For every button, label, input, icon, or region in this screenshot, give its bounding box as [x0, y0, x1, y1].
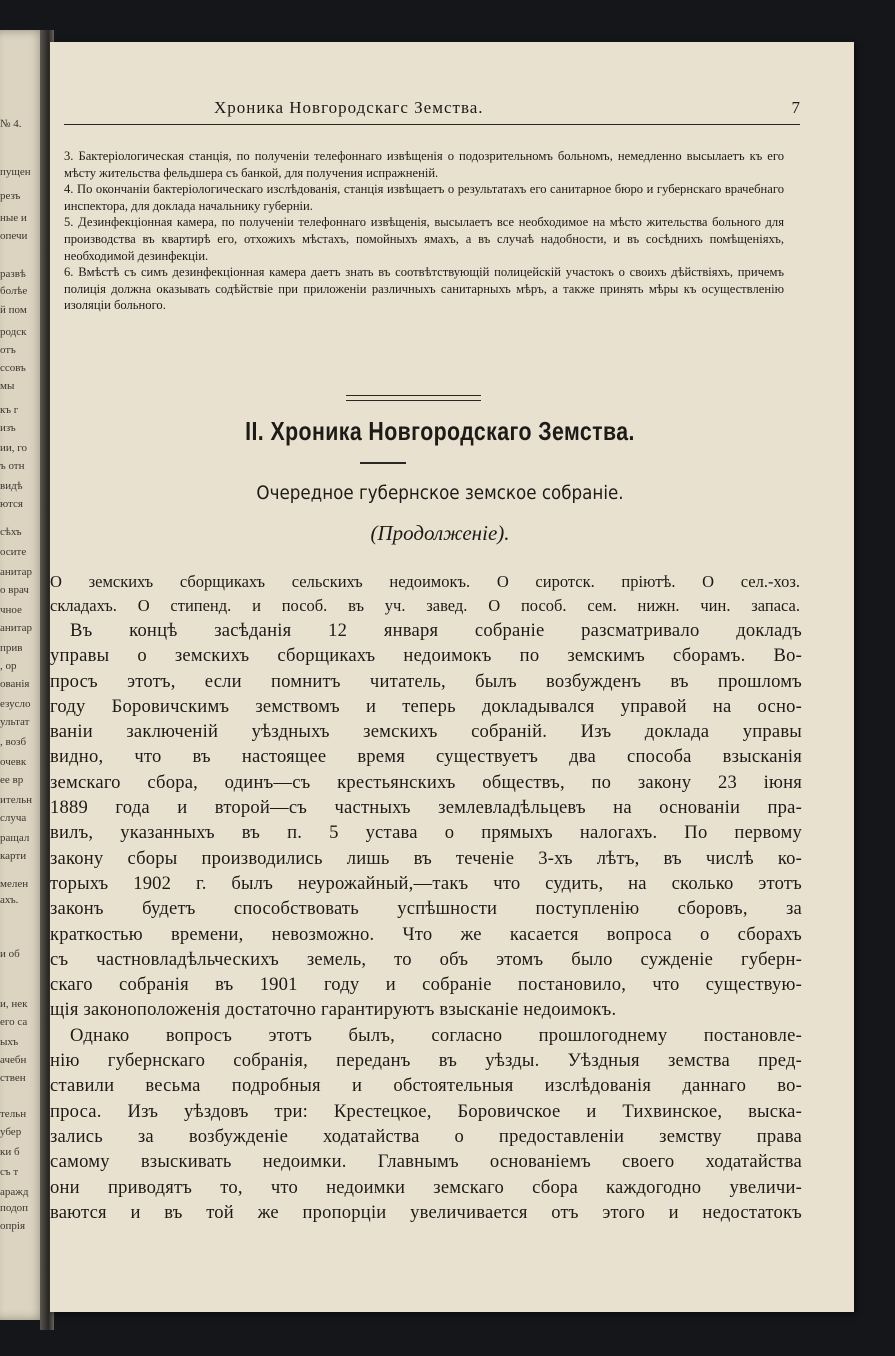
- left-page-fragment: и об: [0, 948, 20, 960]
- running-head-title: Хроника Новгородскагс Земства.: [214, 98, 484, 117]
- numbered-notes: [64, 148, 784, 314]
- body-line: году Боровичскимъ земствомъ и теперь докладывался управой на осно-: [50, 695, 802, 717]
- left-page-fragment: й пом: [0, 304, 27, 316]
- left-page-fragment: ультат: [0, 716, 30, 728]
- left-page-fragment: карти: [0, 850, 27, 862]
- left-page-fragment: осите: [0, 546, 27, 558]
- body-line: просъ этотъ, если помнитъ читатель, былъ возбужденъ въ прошломъ: [50, 670, 802, 692]
- left-page-fragment: , ор: [0, 660, 17, 672]
- note-item: 3. Бактеріологическая станція, по полученіи телефоннаго извѣщенія о подозрительномъ больномъ, немедленно высылаетъ къ его мѣсту жительства фельдшера съ банкой, для получения испражненій.: [64, 149, 784, 180]
- left-page-fragment: очевк: [0, 756, 27, 768]
- body-line: Въ концѣ засѣданія 12 января собраніе разсматривало докладъ: [70, 620, 802, 641]
- left-page-fragment: съ т: [0, 1166, 19, 1178]
- note-item: 4. По окончаніи бактеріологическаго изслѣдованія, станція извѣщаетъ о результатахъ его санитарное бюро и губернскаго врачебнаго инспектора, для доклада начальнику губерніи.: [64, 182, 784, 213]
- section-title: II. Хроника Новгородскаго Земства.: [245, 416, 635, 446]
- left-page-fragment: ъ отн: [0, 460, 25, 472]
- body-line: самому взыскивать недоимки. Главнымъ основаніемъ своего ходатайства: [50, 1151, 802, 1173]
- left-page-fragment: ыхъ: [0, 1036, 19, 1048]
- body-line: Однако вопросъ этотъ былъ, согласно прошлогоднему постановле-: [70, 1024, 802, 1046]
- left-page-fragment: ачебн: [0, 1054, 27, 1066]
- left-page-fragment: аражд: [0, 1186, 29, 1198]
- left-page-fragment: чное: [0, 604, 22, 616]
- left-page-fragment: опрія: [0, 1220, 26, 1232]
- continued-label: (Продолженіе).: [370, 521, 510, 545]
- body-line: земскаго сбора, одинъ—съ крестьянскихъ обществъ, по закону 23 іюня: [50, 771, 802, 793]
- left-page-fragment: пущен: [0, 166, 31, 178]
- note-item: 5. Дезинфекціонная камера, по полученіи телефоннаго извѣщенія, высылаетъ все необходимое на мѣсто жительства больного для производства въ квартирѣ его, отхожихъ мѣстахъ, помойныхъ ямахъ, а въ случаѣ надобности, и въ сосѣднихъ помѣщеніяхъ, необходимой дезинфекціи.: [64, 215, 784, 263]
- left-page-fragment: изъ: [0, 422, 16, 434]
- body-line: видно, что въ настоящее время существуетъ два способа взысканія: [50, 746, 802, 768]
- body-line: управы о земскихъ сборщикахъ недоимокъ по земскимъ сборамъ. Во-: [50, 645, 802, 667]
- left-page-fragment: убер: [0, 1126, 22, 1138]
- article-subtitle: Очередное губернское земское собраніе.: [256, 482, 624, 504]
- left-page-fragment: подоп: [0, 1202, 29, 1214]
- left-page-fragment: ки б: [0, 1146, 20, 1158]
- left-page-fragment: ованія: [0, 678, 30, 690]
- left-page-fragment: анитар: [0, 566, 32, 578]
- body-line: съ частновладѣльческихъ земель, то объ этомъ было сужденіе губерн-: [50, 948, 802, 970]
- left-page-fragment: его са: [0, 1016, 28, 1028]
- left-page-fragment: ращал: [0, 832, 30, 844]
- left-page-fragment: ительн: [0, 794, 32, 806]
- book-page: [50, 42, 854, 1312]
- body-line: закону сборы производились лишь въ теченіе 3-хъ лѣтъ, въ числѣ ко-: [50, 847, 802, 869]
- body-line: скаго собранія въ 1901 году и собраніе постановило, что существую-: [50, 974, 802, 996]
- left-page-fragment: къ г: [0, 404, 19, 416]
- body-line: они приводятъ то, что недоимки земскаго сбора каждогодно увеличи-: [50, 1176, 802, 1198]
- section-divider-double: [346, 395, 481, 401]
- left-page-fragment: , возб: [0, 736, 27, 748]
- left-page-fragment: болѣе: [0, 285, 28, 297]
- article-summary: [50, 570, 800, 618]
- body-line: щія законоположенія достаточно гарантируютъ взысканіе недоимокъ.: [50, 999, 617, 1021]
- note-item: 6. Вмѣстѣ съ симъ дезинфекціонная камера даетъ знать въ соотвѣтствующій полицейскій участокъ о своихъ дѣйствіяхъ, причемъ полиція должна оказывать содѣйствіе при приложеніи различныхъ санитарныхъ мѣръ, а также принять мѣры къ осуществленію изоляціи больного.: [64, 265, 784, 313]
- left-page-fragment: мелен: [0, 878, 29, 890]
- body-line: законъ будетъ способствовать успѣшности поступленію сборовъ, за: [50, 898, 802, 920]
- left-page-fragment: ные и: [0, 212, 27, 224]
- article-body: [50, 618, 802, 1225]
- body-line: торыхъ 1902 г. былъ неурожайный,—такъ что судить, на сколько этотъ: [50, 872, 802, 894]
- left-page-fragment: развѣ: [0, 268, 26, 280]
- summary-line: О земскихъ сборщикахъ сельскихъ недоимокъ. О сиротск. пріютѣ. О сел.-хоз.: [50, 572, 800, 591]
- left-page-fragment: ссовъ: [0, 362, 26, 374]
- left-page-fragment: ствен: [0, 1072, 26, 1084]
- left-page-fragment: езусло: [0, 698, 31, 710]
- body-line: ставили весьма подробныя и обстоятельныя изслѣдованія даннаго во-: [50, 1075, 802, 1097]
- left-page-fragment: родск: [0, 326, 27, 338]
- running-head: [64, 98, 800, 125]
- left-page-fragment: мы: [0, 380, 15, 392]
- body-line: 1889 года и второй—съ частныхъ землевладѣльцевъ на основаніи пра-: [50, 797, 802, 819]
- left-page-fragment: прив: [0, 642, 23, 654]
- body-line: нію губернскаго собранія, переданъ въ уѣзды. Уѣздныя земства пред-: [50, 1050, 802, 1072]
- left-page-fragment: резъ: [0, 190, 21, 202]
- body-line: ваніи заключеній уѣздныхъ земскихъ собраній. Изъ доклада управы: [50, 721, 802, 743]
- left-page-fragment: ются: [0, 498, 23, 510]
- body-line: вилъ, указанныхъ въ п. 5 устава о прямыхъ налогахъ. По первому: [50, 822, 802, 844]
- summary-line: складахъ. О стипенд. и пособ. въ уч. завед. О пособ. сем. нижн. чин. запаса.: [50, 596, 800, 615]
- left-page-fragment: тельн: [0, 1108, 27, 1120]
- left-page-fragment: видѣ: [0, 480, 23, 492]
- body-line: проса. Изъ уѣздовъ три: Крестецкое, Боровичское и Тихвинское, выска-: [50, 1100, 802, 1122]
- left-page-fragment: № 4.: [0, 118, 22, 130]
- left-page-fragment: ии, го: [0, 442, 28, 454]
- body-line: краткостью времени, невозможно. Что же касается вопроса о сборахъ: [50, 923, 802, 945]
- left-page-fragment: ее вр: [0, 774, 24, 786]
- left-page-fragment: о врач: [0, 584, 29, 596]
- left-page-fragment: и, нек: [0, 998, 28, 1010]
- page-number: 7: [791, 98, 800, 117]
- title-underline: [360, 462, 406, 464]
- left-page-fragment: анитар: [0, 622, 32, 634]
- left-page-fragment: отъ: [0, 344, 16, 356]
- left-page-fragment: случа: [0, 812, 27, 824]
- body-line: ваются и въ той же пропорціи увеличивается отъ этого и недостатокъ: [50, 1201, 802, 1223]
- left-page-fragment: опечи: [0, 230, 28, 242]
- body-line: зались за возбужденіе ходатайства о предоставленіи земству права: [50, 1125, 802, 1147]
- left-page-fragment: сѣхъ: [0, 526, 22, 538]
- left-page-fragment: ахъ.: [0, 894, 19, 906]
